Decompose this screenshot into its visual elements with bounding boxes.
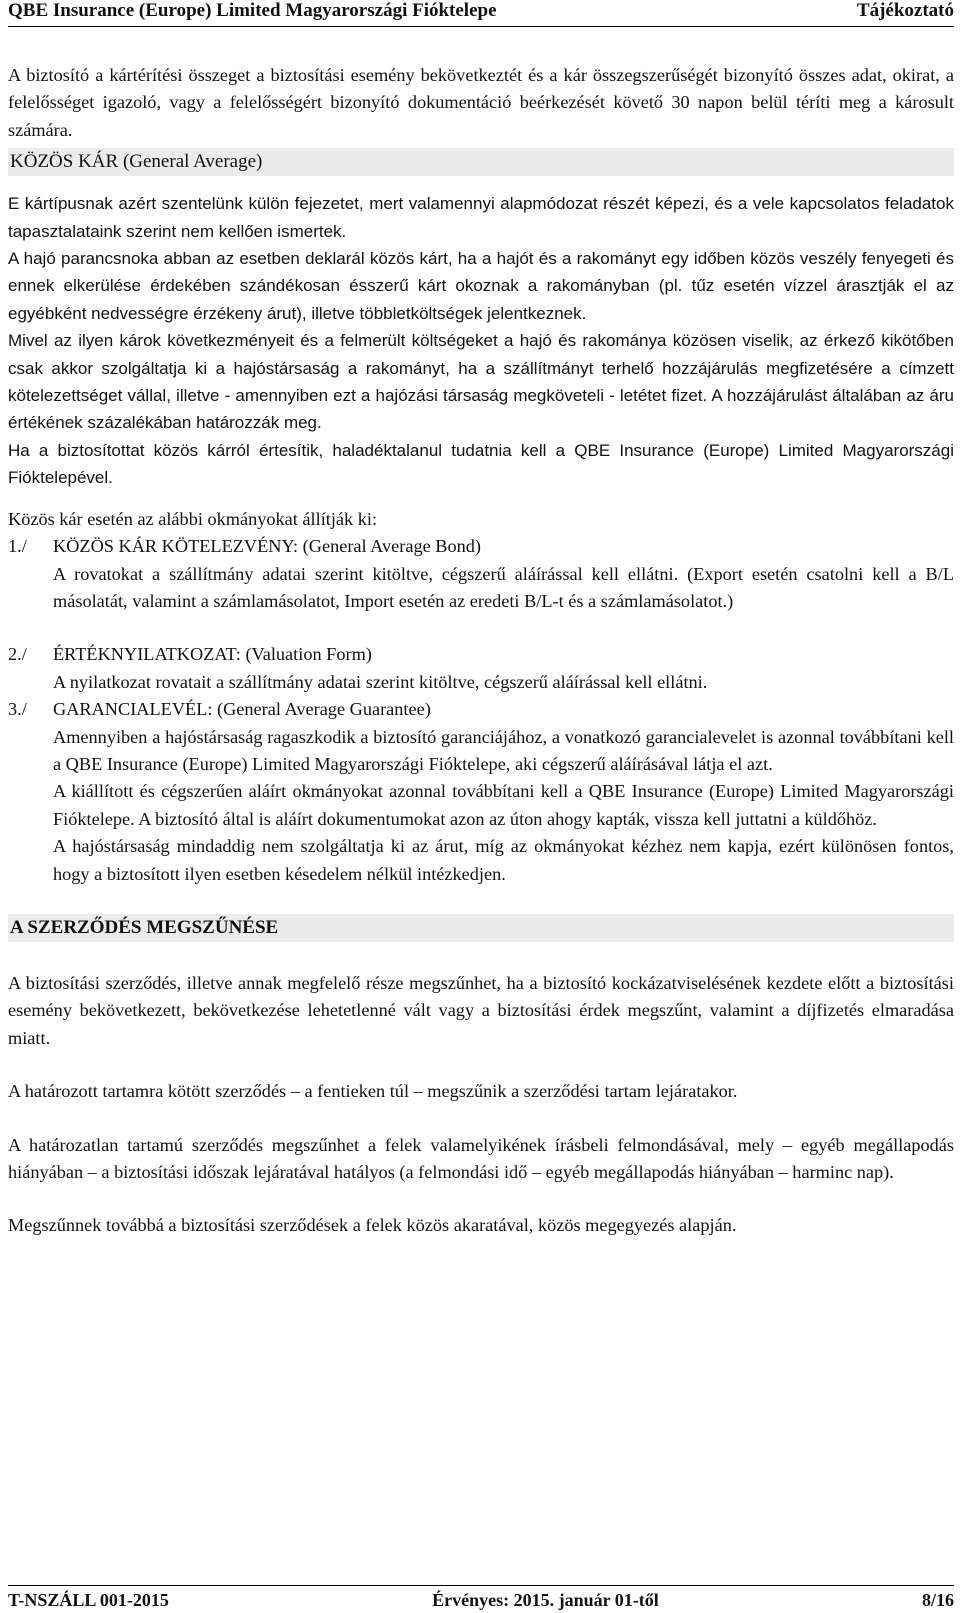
footer-doc-code: T-NSZÁLL 001-2015 <box>8 1590 169 1610</box>
list-item-text: A kiállított és cégszerűen aláírt okmányokat azonnal továbbítani kell a QBE Insurance (Europe) Limited Magyarországi Fióktelepe. A biztosító által is aláírt dokumentumokat azon az úton ahogy kapták, vissza kell juttatni a küldőhöz. <box>53 781 954 829</box>
paragraph: A biztosítási szerződés, illetve annak megfelelő része megszűnhet, ha a biztosító kockázatviselésének kezdete előtt a biztosítási esemény bekövetkezett, bekövetkezése lehetetlenné vált vagy a biztosítási érdek megszűnt, valamint a díjfizetés elmaradása miatt. <box>8 972 954 1048</box>
list-item <box>8 696 954 888</box>
list-item-text: A nyilatkozat rovatait a szállítmány adatai szerint kitöltve, cégszerű aláírással kell ellátni. <box>53 671 708 692</box>
list-item <box>8 641 954 696</box>
list-number: 1./ <box>8 536 27 557</box>
page-footer <box>8 1585 954 1612</box>
list-item-text: A hajóstársaság mindaddig nem szolgáltatja ki az árut, míg az okmányokat kézhez nem kapja, ezért különösen fontos, hogy a biztosított ilyen esetben késedelem nélkül intézkedjen. <box>53 836 954 884</box>
list-number: 2./ <box>8 644 27 665</box>
documents-intro: Közös kár esetén az alábbi okmányokat állítják ki: <box>8 508 378 529</box>
list-item-title: KÖZÖS KÁR KÖTELEZVÉNY: (General Average Bond) <box>53 536 481 557</box>
paragraph: A hajó parancsnoka abban az esetben deklarál közös kárt, ha a hajót és a rakományt egy időben közös veszély fenyegeti és ennek elkerülése érdekében szándékosan ésszerű kárt okoznak a rakományban (pl. tűz esetén vízzel árasztják el az egyébként nedvességre érzékeny árut), illetve többletköltségek jelentkeznek. <box>8 249 954 323</box>
paragraph: E kártípusnak azért szentelünk külön fejezetet, mert valamennyi alapmódozat részét képezi, és a vele kapcsolatos feladatok tapasztalataink szerint nem kellően ismertek. <box>8 194 954 241</box>
section-heading-general-average: KÖZÖS KÁR (General Average) <box>8 148 954 176</box>
list-item-title: ÉRTÉKNYILATKOZAT: (Valuation Form) <box>53 644 372 665</box>
list-item-title: GARANCIALEVÉL: (General Average Guarantee) <box>53 699 431 720</box>
section-heading-termination: A SZERZŐDÉS MEGSZŰNÉSE <box>8 914 954 942</box>
paragraph: Ha a biztosítottat közös kárról értesítik, haladéktalanul tudatnia kell a QBE Insurance (Europe) Limited Magyarországi Fióktelepével. <box>8 440 954 488</box>
header-doc-type: Tájékoztató <box>856 0 954 21</box>
paragraph: A határozott tartamra kötött szerződés – a fentieken túl – megszűnik a szerződési tartam lejáratakor. <box>8 1081 738 1102</box>
paragraph: Megszűnnek továbbá a biztosítási szerződések a felek közös akaratával, közös megegyezés alapján. <box>8 1215 737 1236</box>
document-page <box>8 0 954 1613</box>
list-item-text: A rovatokat a szállítmány adatai szerint kitöltve, cégszerű aláírással kell ellátni. (Export esetén csatolni kell a B/L másolatát, valamint a számlamásolatot, Import esetén az eredeti B/L-t és a számlamásolatot.) <box>53 563 954 611</box>
intro-paragraph: A biztosító a kártérítési összeget a biztosítási esemény bekövetkeztét és a kár összegszerűségét bizonyító összes adat, okirat, a felelősséget igazoló, vagy a felelősségért bizonyító dokumentáció beérkezését követő 30 napon belül téríti meg a károsult számára. <box>8 65 954 140</box>
footer-validity: Érvényes: 2015. január 01-től <box>432 1590 659 1610</box>
document-body <box>8 62 954 1240</box>
list-number: 3./ <box>8 699 27 720</box>
list-item <box>8 533 954 615</box>
paragraph: Mivel az ilyen károk következményeit és a felmerült költségeket a hajó és rakománya közösen viselik, az érkező kikötőben csak akkor szolgáltatja ki a hajóstársaság a rakományt, ha a szállítmányt terhelő hozzájárulás megfizetésére a címzett kötelezettséget vállal, illetve - amennyiben ezt a hajózási társaság megköveteli - letétet fizet. A hozzájárulást általában az áru értékének százalékában határozzák meg. <box>8 331 954 433</box>
paragraph: A határozatlan tartamú szerződés megszűnhet a felek valamelyikének írásbeli felmondásával, mely – egyéb megállapodás hiányában – a biztosítási időszak lejáratával hatályos (a felmondási idő – egyéb megállapodás hiányában – harminc nap). <box>8 1134 954 1182</box>
list-item-text: Amennyiben a hajóstársaság ragaszkodik a biztosító garanciájához, a vonatkozó garancialevelet is azonnal továbbítani kell a QBE Insurance (Europe) Limited Magyarországi Fióktelepe, aki cégszerű aláírásával látja el azt. <box>53 726 954 774</box>
header-company: QBE Insurance (Europe) Limited Magyarországi Fióktelepe <box>8 0 497 21</box>
footer-page-number: 8/16 <box>921 1590 954 1610</box>
page-header <box>8 0 954 27</box>
